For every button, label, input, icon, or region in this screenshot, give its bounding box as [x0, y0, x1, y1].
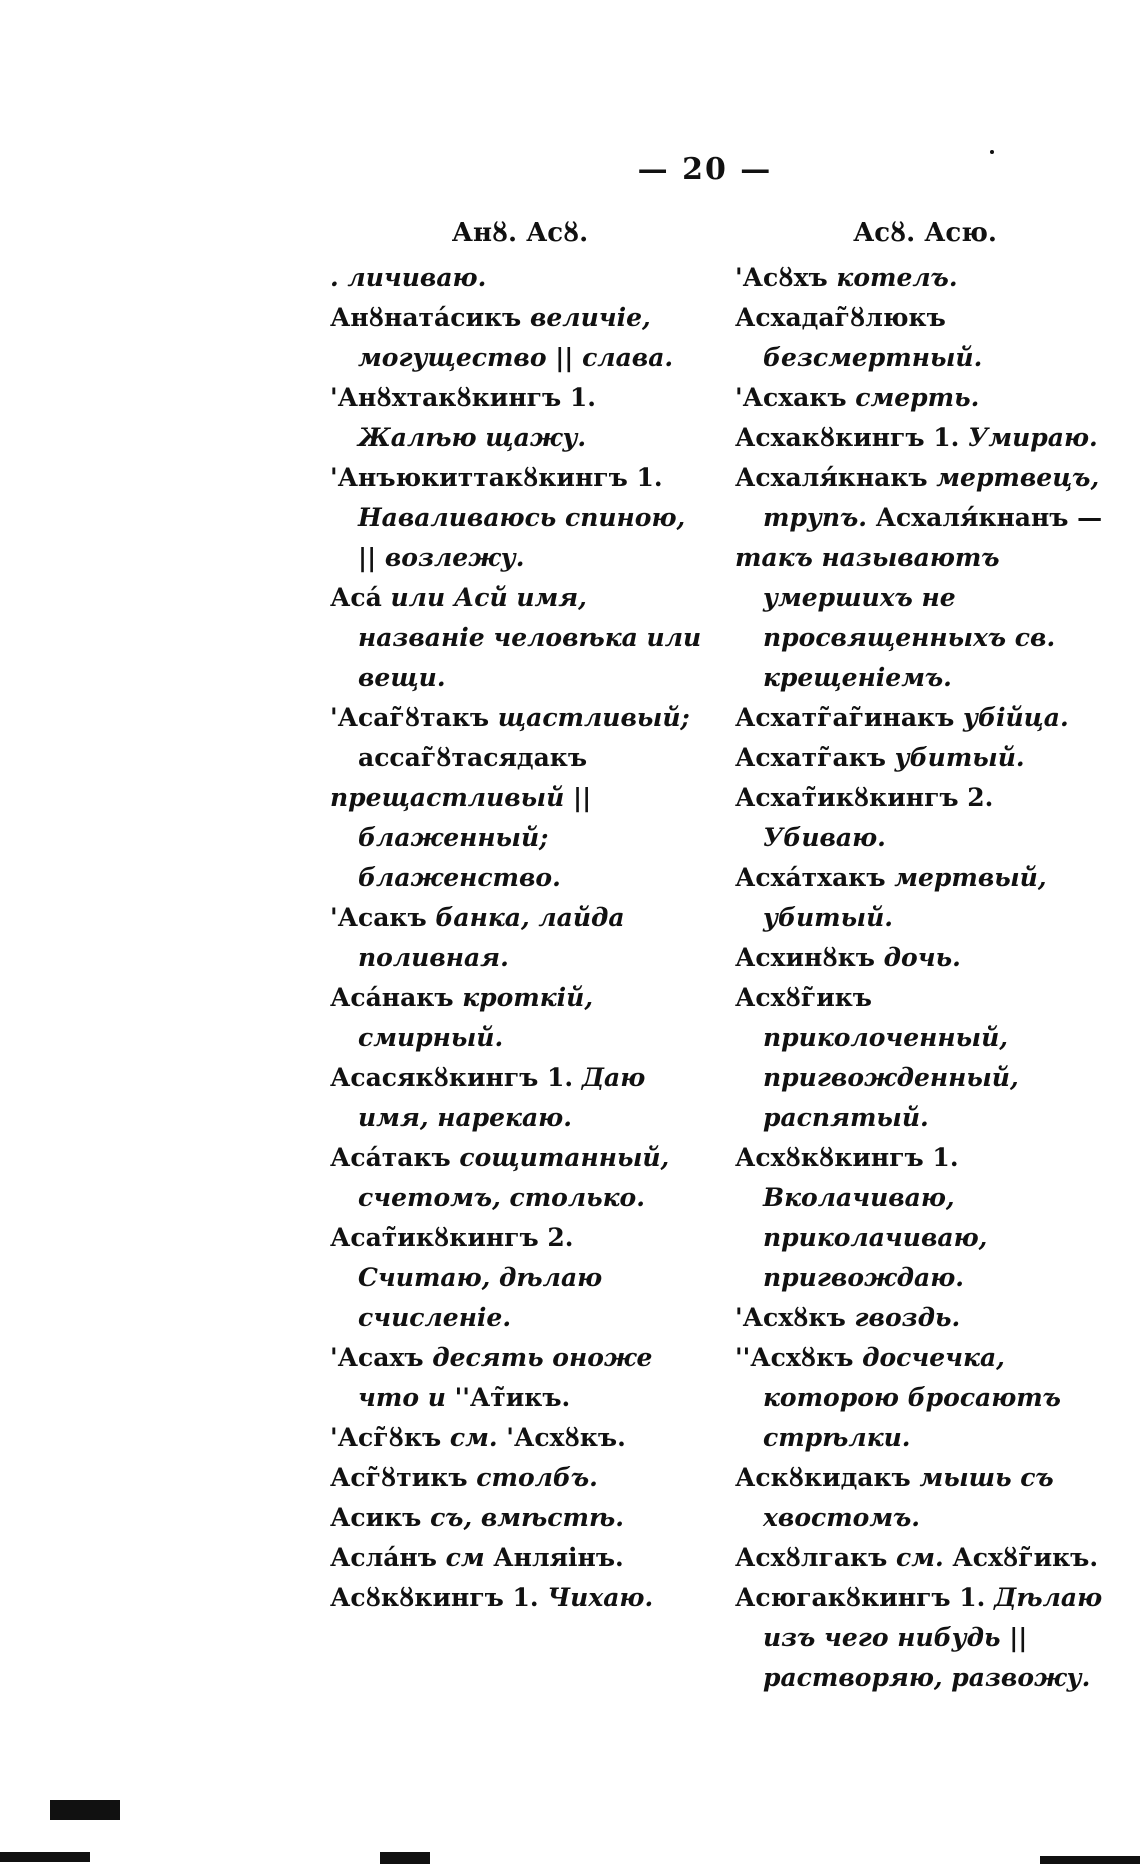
dictionary-entry — [735, 938, 1115, 978]
headword: Асхаля́кнакъ — [735, 463, 928, 492]
entry-continuation: Асхȣг̃икъ. — [943, 1543, 1099, 1572]
dictionary-entry — [735, 1458, 1115, 1538]
headword: Асхатг̃акъ — [735, 743, 886, 772]
dictionary-entry — [330, 378, 710, 458]
headword: Асхинȣкъ — [735, 943, 875, 972]
right-column — [735, 218, 1115, 1698]
headword: Анȣнатáсикъ — [330, 303, 522, 332]
headword: 'Асȣхъ — [735, 263, 828, 292]
definition: Жалѣю щажу. — [358, 423, 587, 452]
headword: Асхатг̃аг̃инакъ — [735, 703, 955, 732]
headword: Асюгакȣкингъ 1. — [735, 1583, 986, 1612]
definition: досчечка, которою бросаютъ стрѣлки. — [763, 1343, 1061, 1452]
definition: кроткій, смирный. — [358, 983, 594, 1052]
dictionary-entry — [735, 738, 1115, 778]
headword: Асá — [330, 583, 382, 612]
dictionary-entry — [735, 1338, 1115, 1458]
scan-mark — [0, 1852, 90, 1862]
dictionary-entry — [330, 1458, 710, 1498]
headword: Аскȣкидакъ — [735, 1463, 911, 1492]
definition: смерть. — [846, 383, 980, 412]
dictionary-entry — [735, 978, 1115, 1138]
definition: такъ называютъ умершихъ не просвященныхъ св. крещеніемъ. — [735, 543, 1056, 692]
definition: банка, лайда поливная. — [358, 903, 625, 972]
headword: Асасякȣкингъ 1. — [330, 1063, 574, 1092]
dictionary-entry — [330, 1538, 710, 1578]
headword: Асáнакъ — [330, 983, 454, 1012]
definition: или Асй имя, названіе человѣка или вещи. — [358, 583, 702, 692]
entry-continuation: Асхаля́кнанъ — — [866, 503, 1103, 532]
dictionary-entry — [330, 1138, 710, 1218]
definition: Дѣлаю изъ чего нибудь || растворяю, развожу. — [763, 1583, 1103, 1692]
headword: Асхат̃икȣкингъ 2. — [735, 783, 994, 812]
left-column — [330, 218, 710, 1618]
headword: Асхȣкȣкингъ 1. — [735, 1143, 959, 1172]
definition: величіе, могущество || слава. — [358, 303, 674, 372]
dictionary-entry — [735, 778, 1115, 858]
right-entries — [735, 258, 1115, 1698]
entry-continuation: асcаг̃ȣтасядакъ — [358, 743, 588, 772]
dictionary-entry — [735, 538, 1115, 698]
headword: Асикъ — [330, 1503, 422, 1532]
definition: см — [436, 1543, 485, 1572]
dictionary-entry — [735, 418, 1115, 458]
left-entries — [330, 258, 710, 1618]
headword: 'Асаг̃ȣтакъ — [330, 703, 490, 732]
dictionary-entry — [330, 898, 710, 978]
headword: 'Асакъ — [330, 903, 427, 932]
headword: 'Асхȣкъ — [735, 1303, 846, 1332]
right-column-header: Асȣ. Асю. — [853, 218, 997, 248]
dictionary-entry — [735, 698, 1115, 738]
page-number: — 20 — — [637, 152, 773, 187]
scan-mark — [50, 1800, 120, 1820]
dictionary-entry — [330, 778, 710, 898]
definition: Считаю, дѣлаю счисленіе. — [358, 1263, 603, 1332]
headword: Асáтакъ — [330, 1143, 451, 1172]
definition: безсмертный. — [763, 343, 983, 372]
headword: 'Асахъ — [330, 1343, 424, 1372]
headword: Асат̃икȣкингъ 2. — [330, 1223, 574, 1252]
dictionary-entry — [735, 1298, 1115, 1338]
headword: Аслáнъ — [330, 1543, 437, 1572]
dictionary-entry — [330, 1498, 710, 1538]
dictionary-entry — [330, 458, 710, 578]
dictionary-entry — [330, 1058, 710, 1138]
definition: мертвецъ, трупъ. — [763, 463, 1100, 532]
dictionary-entry — [735, 858, 1115, 938]
scan-mark — [1040, 1856, 1140, 1864]
dictionary-entry — [735, 258, 1115, 298]
dictionary-entry — [330, 1218, 710, 1338]
definition: съ, вмѣстѣ. — [421, 1503, 624, 1532]
definition: прещастливый || блаженный; блаженство. — [330, 783, 592, 892]
definition: Наваливаюсь спиною, || возлежу. — [358, 503, 686, 572]
headword: Асхȣг̃икъ — [735, 983, 872, 1012]
definition: котелъ. — [827, 263, 958, 292]
dictionary-entry — [330, 258, 710, 298]
dictionary-entry — [735, 1538, 1115, 1578]
headword: 'Асг̃ȣкъ — [330, 1423, 442, 1452]
headword: 'Анъюкиттакȣкингъ 1. — [330, 463, 663, 492]
headword: Асхȣлгакъ — [735, 1543, 888, 1572]
definition: Вколачиваю, приколачиваю, пригвождаю. — [763, 1183, 988, 1292]
dictionary-entry — [330, 1338, 710, 1418]
headword: Асȣкȣкингъ 1. — [330, 1583, 539, 1612]
definition: Умираю. — [959, 423, 1098, 452]
left-column-header: Анȣ. Асȣ. — [451, 218, 589, 248]
headword: ''Асхȣкъ — [735, 1343, 854, 1372]
definition: Чихаю. — [538, 1583, 654, 1612]
headword: Асг̃ȣтикъ — [330, 1463, 468, 1492]
headword: 'Анȣхтакȣкингъ 1. — [330, 383, 596, 412]
definition: . личиваю. — [330, 263, 487, 292]
definition: дочь. — [874, 943, 961, 972]
dictionary-entry — [330, 1418, 710, 1458]
definition: см. — [887, 1543, 944, 1572]
dictionary-entry — [735, 378, 1115, 418]
dictionary-entry — [735, 1578, 1115, 1698]
definition: столбъ. — [467, 1463, 598, 1492]
definition: приколоченный, пригвожденный, распятый. — [763, 1023, 1019, 1132]
dictionary-entry — [735, 458, 1115, 538]
definition: сощитанный, счетомъ, столько. — [358, 1143, 670, 1212]
definition: убійца. — [954, 703, 1069, 732]
headword: Асхакȣкингъ 1. — [735, 423, 960, 452]
definition: мертвый, убитый. — [763, 863, 1047, 932]
dictionary-entry — [330, 1578, 710, 1618]
dictionary-entry — [330, 298, 710, 378]
entry-continuation: 'Асхȣкъ. — [497, 1423, 626, 1452]
definition: см. — [441, 1423, 498, 1452]
headword: Асхáтхакъ — [735, 863, 886, 892]
definition: убитый. — [885, 743, 1025, 772]
headword: Асхадаг̃ȣлюкъ — [735, 303, 946, 332]
scan-mark — [380, 1852, 430, 1864]
entry-continuation: Анляінъ. — [484, 1543, 624, 1572]
dictionary-entry — [330, 978, 710, 1058]
definition: Убиваю. — [763, 823, 886, 852]
entry-continuation: ''Ат̃икъ. — [445, 1383, 571, 1412]
dictionary-entry — [330, 698, 710, 778]
dictionary-entry — [330, 578, 710, 698]
definition: мышь съ хвостомъ. — [763, 1463, 1054, 1532]
dictionary-entry — [735, 298, 1115, 378]
definition: щастливый; — [489, 703, 690, 732]
definition: гвоздь. — [845, 1303, 961, 1332]
dictionary-entry — [735, 1138, 1115, 1298]
headword: 'Асхакъ — [735, 383, 847, 412]
definition: десять оноже что и — [358, 1343, 653, 1412]
definition: Даю имя, нарекаю. — [358, 1063, 646, 1132]
scan-speck — [990, 150, 994, 154]
